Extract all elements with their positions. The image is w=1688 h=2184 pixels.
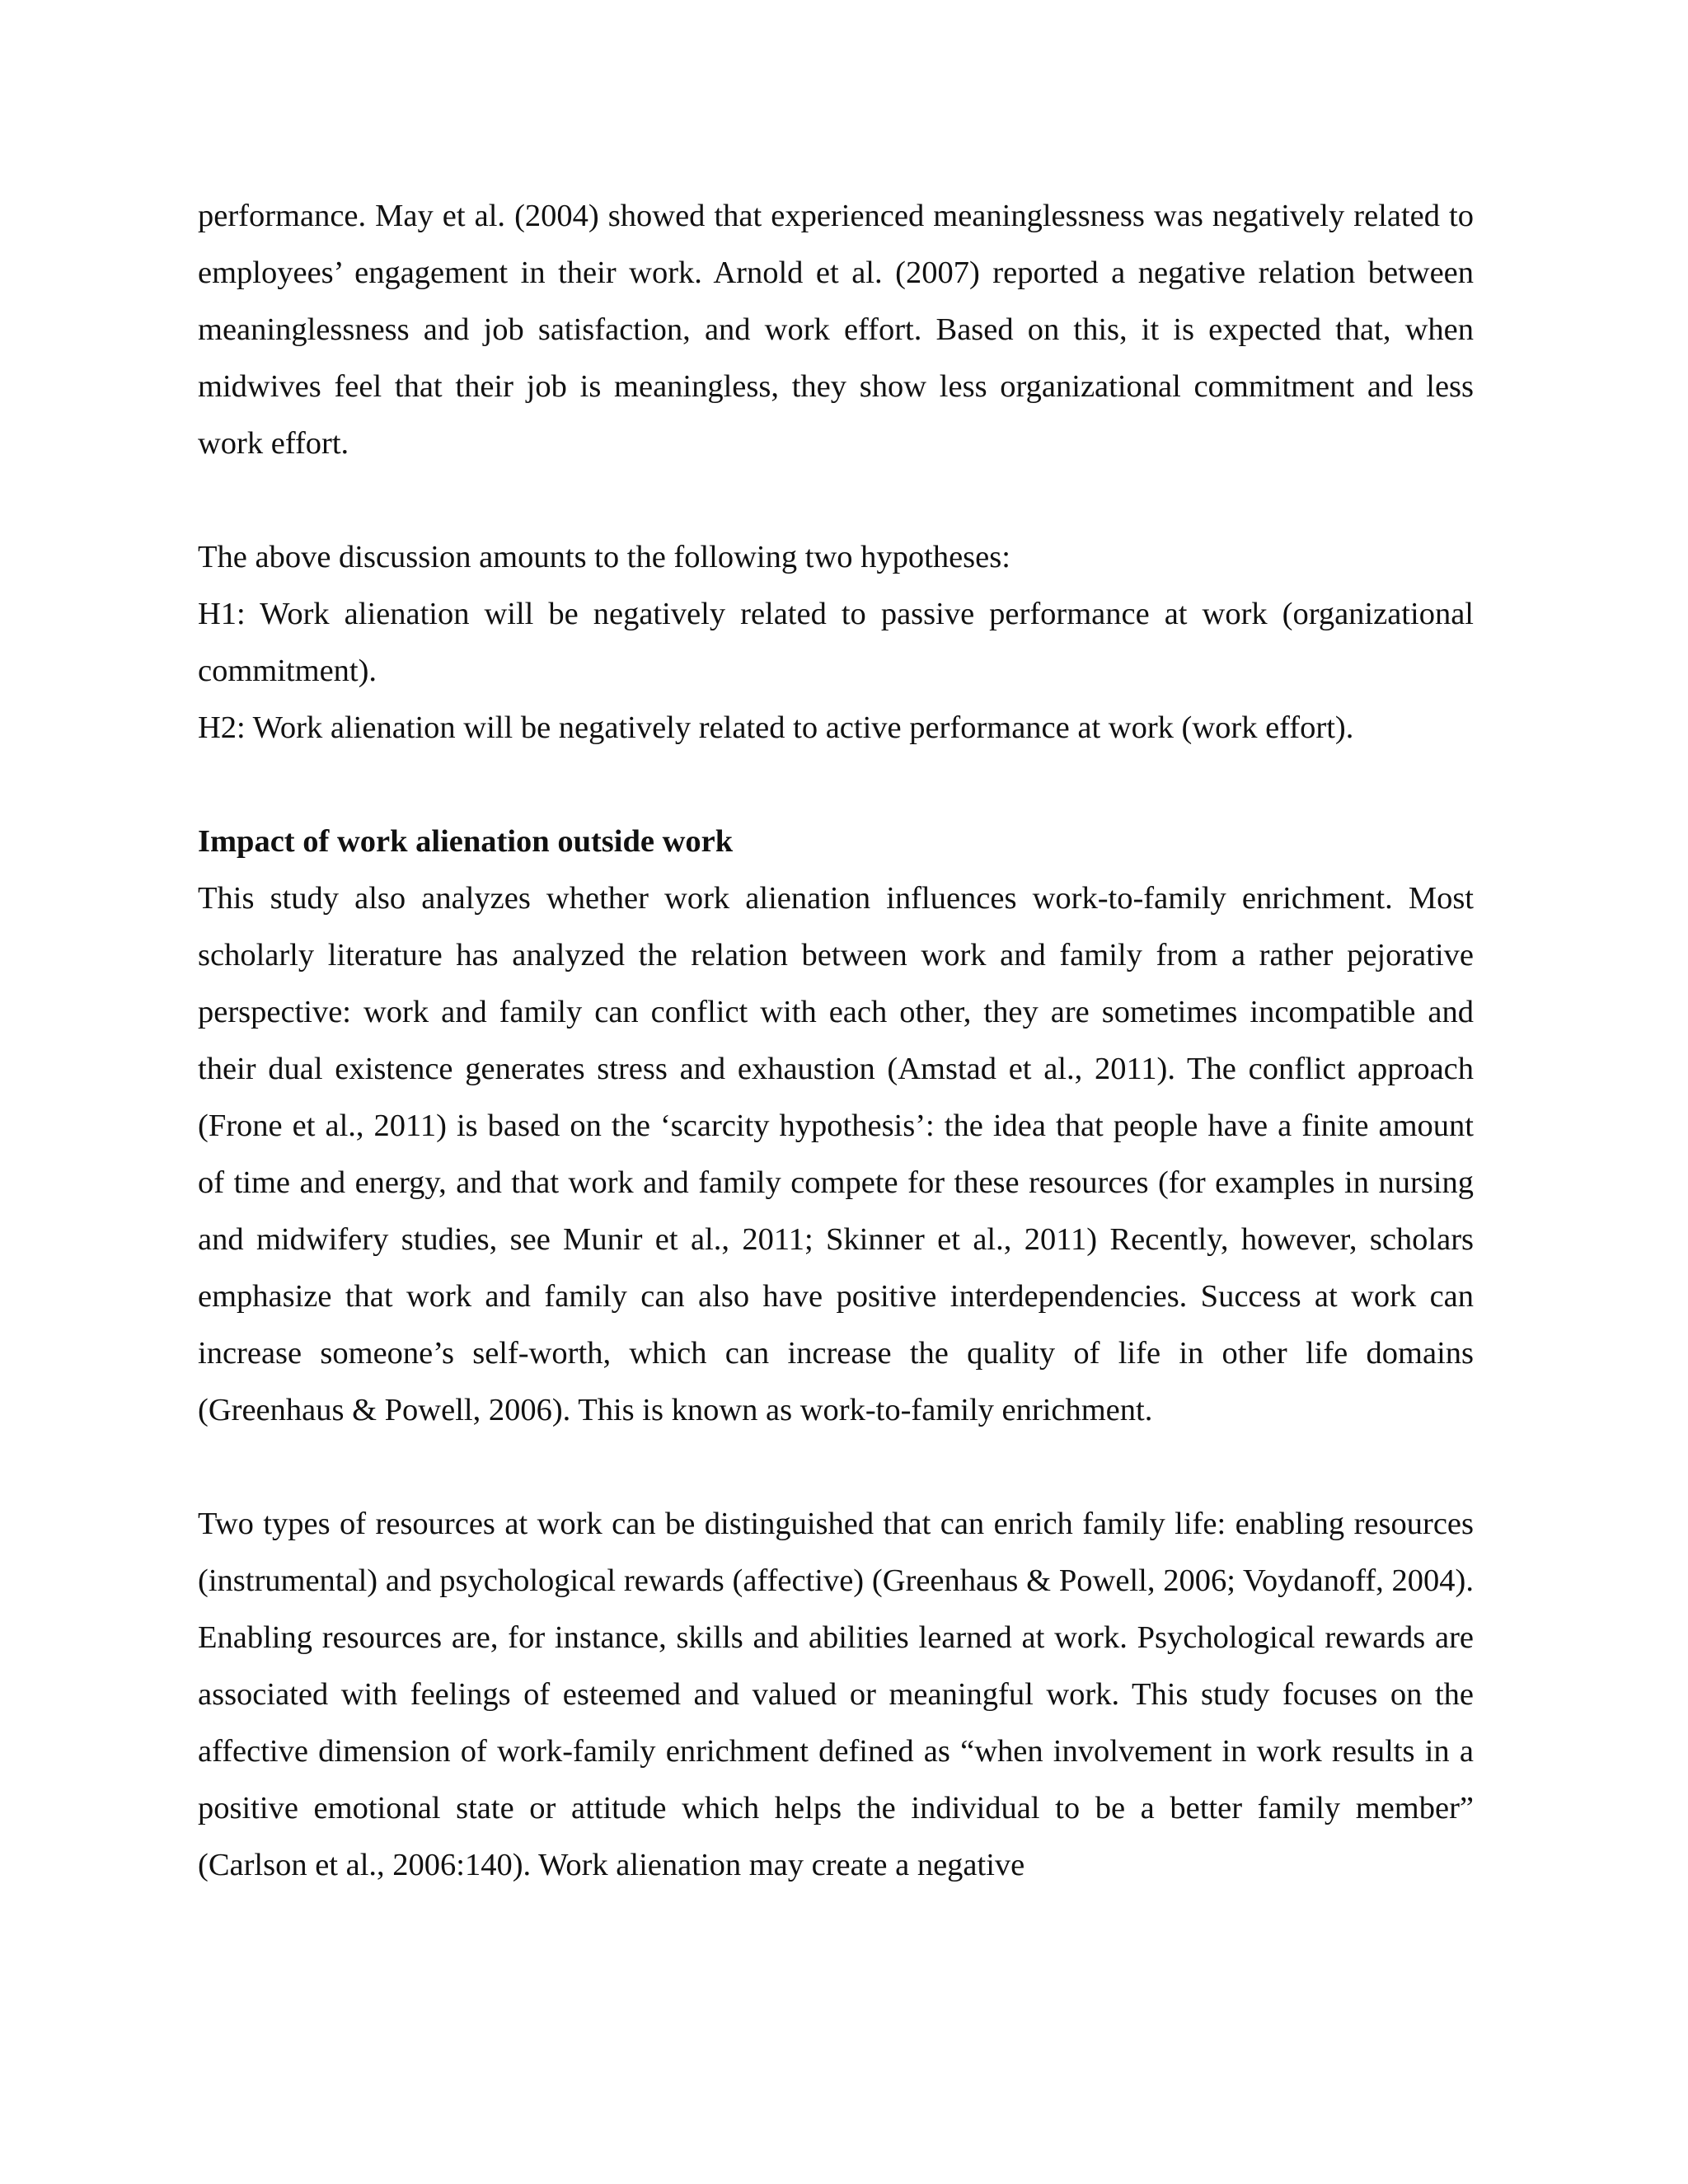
paragraph-meaninglessness: performance. May et al. (2004) showed that experienced meaninglessness was negatively related to employees’ engagement in their work. Arnold et al. (2007) reported a negative relation between meaninglessness and job satisfaction, and work effort. Based on this, it is expected that, when midwives feel that their job is meaningless, they show less organizational commitment and less work effort. bbox=[198, 199, 1474, 461]
paragraph-resources: Two types of resources at work can be distinguished that can enrich family life: enabling resources (instrumental) and psychological rewards (affective) (Greenhaus & Powell, 2006; Voydanoff, 2004). Enabling resources are, for instance, skills and abilities learned at work. Psychological rewards are associated with feelings of esteemed and valued or meaningful work. This study focuses on the affective dimension of work-family enrichment defined as “when involvement in work results in a positive emotional state or attitude which helps the individual to be a better family member” (Carlson et al., 2006:140). Work alienation may create a negative bbox=[198, 1507, 1474, 1882]
paragraph-gap bbox=[198, 472, 1474, 529]
hypotheses-intro: The above discussion amounts to the following two hypotheses: bbox=[198, 540, 1010, 574]
section-heading: Impact of work alienation outside work bbox=[198, 824, 734, 859]
paragraph-gap bbox=[198, 757, 1474, 813]
hypothesis-h1: H1: Work alienation will be negatively related to passive performance at work (organizational commitment). bbox=[198, 597, 1474, 688]
paragraph-gap bbox=[198, 1439, 1474, 1496]
document-page bbox=[198, 188, 1474, 1894]
hypothesis-h2: H2: Work alienation will be negatively related to active performance at work (work effort). bbox=[198, 710, 1354, 745]
paragraph-work-family: This study also analyzes whether work alienation influences work-to-family enrichment. Most scholarly literature has analyzed the relation between work and family from a rather pejorative perspective: work and family can conflict with each other, they are sometimes incompatible and their dual existence generates stress and exhaustion (Amstad et al., 2011). The conflict approach (Frone et al., 2011) is based on the ‘scarcity hypothesis’: the idea that people have a finite amount of time and energy, and that work and family compete for these resources (for examples in nursing and midwifery studies, see Munir et al., 2011; Skinner et al., 2011) Recently, however, scholars emphasize that work and family can also have positive interdependencies. Success at work can increase someone’s self-worth, which can increase the quality of life in other life domains (Greenhaus & Powell, 2006). This is known as work-to-family enrichment. bbox=[198, 881, 1474, 1427]
